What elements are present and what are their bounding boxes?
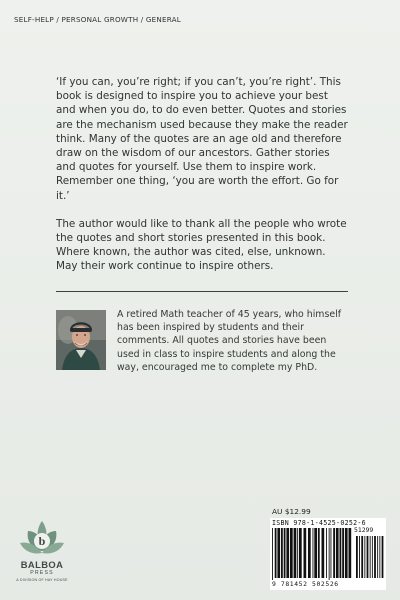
barcode-bar (313, 528, 314, 578)
barcode-bar (281, 528, 283, 578)
barcode-price-code: 51299 (354, 526, 374, 534)
price-label: AU $12.99 (272, 507, 311, 516)
barcode-addon-bar (374, 536, 376, 578)
barcode-bar (277, 528, 280, 578)
barcode-addon-bar (372, 536, 373, 578)
barcode-addon-bar (359, 536, 360, 578)
publisher-logo (14, 517, 70, 587)
publisher-division: A DIVISION OF HAY HOUSE (16, 578, 68, 582)
barcode-addon-bar (382, 536, 384, 578)
blurb-paragraph: The author would like to thank all the people who wrote the quotes and short stories presented in this book. Where known, the author was cited, else, unknown. May their work continue to inspire others. (56, 217, 347, 273)
barcode-bar (299, 528, 302, 578)
barcode-addon-bar (370, 536, 371, 578)
blurb-paragraph: ‘If you can, you’re right; if you can’t, you’re right’. This book is designed to inspire you to achieve your best and when you do, to do even better. Quotes and stories are the mechanism used because they make the reader think. Many of the quotes are an age old and therefore draw on the wisdom of our ancestors. Gather stories and quotes for yourself. Use them to inspire work. Remember one thing, ‘you are worth the effort. Go for it.’ (56, 76, 348, 202)
blurb-text (56, 75, 348, 274)
barcode-bar (308, 528, 311, 578)
barcode-bar (349, 528, 352, 578)
barcode-bar (322, 528, 325, 578)
barcode-bar (326, 528, 327, 578)
barcode-bar (345, 528, 348, 578)
barcode-bar (314, 528, 317, 578)
barcode-addon-bar (379, 536, 380, 578)
barcode-bar (342, 528, 344, 578)
barcode-bar (318, 528, 320, 578)
barcode-bar (290, 528, 293, 578)
barcode-bar (284, 528, 286, 578)
author-photo (56, 310, 106, 370)
section-divider (56, 291, 348, 292)
isbn-number: ISBN 978-1-4525-0252-6 (272, 519, 366, 527)
barcode-bar (333, 528, 335, 578)
barcode-bar (275, 528, 277, 578)
barcode-bar (286, 528, 289, 578)
barcode-digits: 9 781452 502526 (272, 580, 339, 588)
logo-letter: b (38, 534, 46, 548)
barcode-bar (329, 528, 330, 580)
barcode-bar (336, 528, 339, 578)
publisher-name: BALBOA (20, 559, 64, 570)
barcode-bar (304, 528, 307, 578)
barcode-addon-bar (361, 536, 363, 578)
publisher-imprint: PRESS (30, 570, 54, 576)
barcode-bar (294, 528, 297, 578)
barcode-bar (272, 528, 273, 580)
barcode-addon-bar (367, 536, 369, 578)
barcode-bar (340, 528, 342, 578)
author-bio: A retired Math teacher of 45 years, who himself has been inspired by students and their comments. All quotes and stories have been used in class to inspire students and along the way, encouraged me to complete my PhD. (117, 309, 342, 373)
barcode-addon-bar (356, 536, 358, 578)
author-portrait-image (56, 310, 106, 370)
barcode-addon-bar (377, 536, 378, 578)
barcode-addon-bar (364, 536, 365, 578)
category-label: SELF-HELP / PERSONAL GROWTH / GENERAL (14, 15, 181, 24)
isbn-barcode (270, 518, 386, 590)
barcode-bar (297, 528, 298, 578)
lotus-icon (14, 517, 70, 561)
barcode-bar (331, 528, 332, 578)
barcode-bars (272, 528, 384, 580)
